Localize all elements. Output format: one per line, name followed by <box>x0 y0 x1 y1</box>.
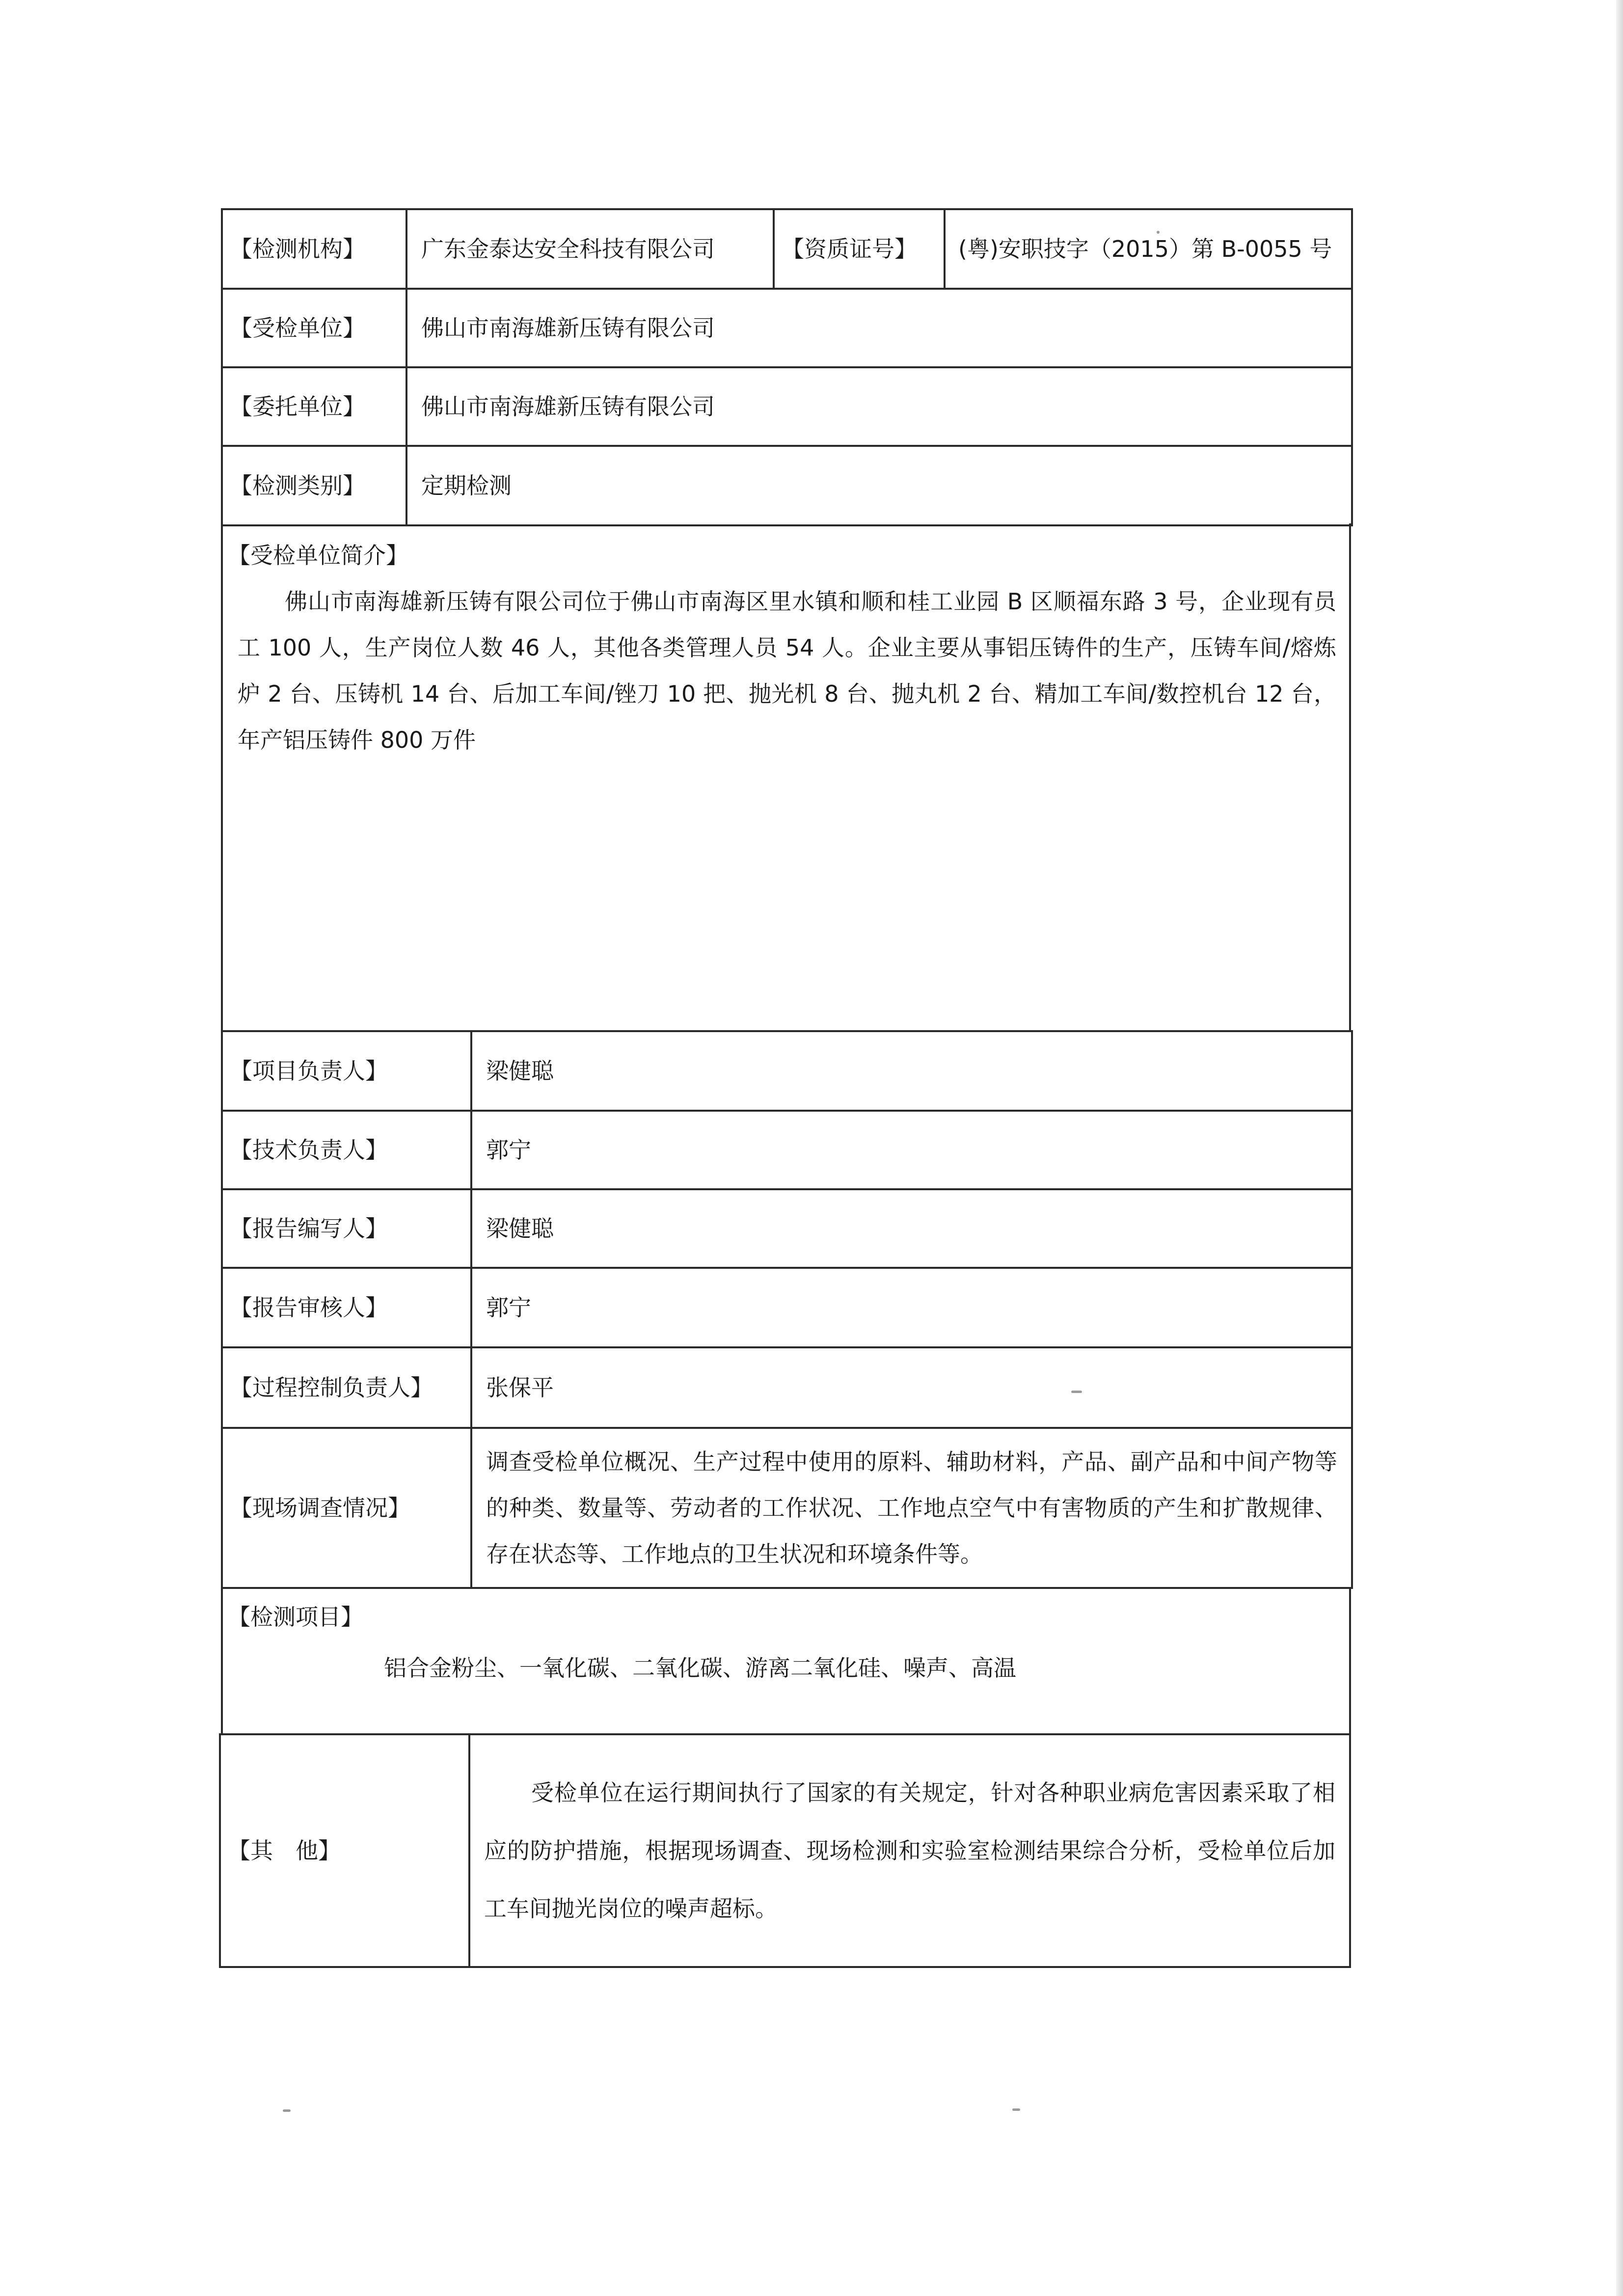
scan-speck <box>1071 1391 1082 1393</box>
writer-row <box>222 1189 1352 1268</box>
project-lead-label: 【项目负责人】 <box>222 1031 471 1111</box>
cert-label: 【资质证号】 <box>774 209 945 289</box>
survey-row <box>222 1428 1352 1588</box>
tech-lead-label: 【技术负责人】 <box>222 1111 471 1189</box>
reviewer-label: 【报告审核人】 <box>222 1268 471 1347</box>
client-row <box>222 367 1352 446</box>
cert-value: (粤)安职技字（2015）第 B-0055 号 <box>945 209 1352 289</box>
category-row <box>222 446 1352 525</box>
other-label: 【其 他】 <box>220 1734 469 1967</box>
inspected-label: 【受检单位】 <box>222 289 406 367</box>
other-table <box>219 1733 1351 1968</box>
intro-label: 【受检单位简介】 <box>228 542 408 569</box>
items-text: 铝合金粉尘、一氧化碳、二氧化碳、游离二氧化硅、噪声、高温 <box>384 1655 1016 1681</box>
writer-label: 【报告编写人】 <box>222 1189 471 1268</box>
agency-row <box>222 209 1352 289</box>
inspected-row <box>222 289 1352 367</box>
process-lead-value: 张保平 <box>471 1347 1352 1428</box>
project-lead-row <box>222 1031 1352 1111</box>
process-lead-label: 【过程控制负责人】 <box>222 1347 471 1428</box>
process-lead-row <box>222 1347 1352 1428</box>
reviewer-value: 郭宁 <box>471 1268 1352 1347</box>
scan-speck <box>1012 2108 1020 2111</box>
personnel-table <box>221 1030 1353 1589</box>
scan-speck <box>283 2109 291 2112</box>
other-text: 受检单位在运行期间执行了国家的有关规定，针对各种职业病危害因素采取了相应的防护措施，根据现场调查、现场检测和实验室检测结果综合分析，受检单位后加工车间抛光岗位的噪声超标。 <box>484 1779 1335 1922</box>
tech-lead-value: 郭宁 <box>471 1111 1352 1189</box>
inspected-value: 佛山市南海雄新压铸有限公司 <box>406 289 1352 367</box>
intro-text: 佛山市南海雄新压铸有限公司位于佛山市南海区里水镇和顺和桂工业园 B 区顺福东路 3 号，企业现有员工 100 人，生产岗位人数 46 人，其他各类管理人员 54 人。企业主要从事铝压铸件的生产，压铸车间/熔炼炉 2 台、压铸机 14 台、后加工车间/锉刀 10 把、抛光机 8 台、抛丸机 2 台、精加工车间/数控机台 12 台，年产铝压铸件 800 万件 <box>238 588 1336 753</box>
page-edge-shadow <box>1616 0 1623 2296</box>
client-label: 【委托单位】 <box>222 367 406 446</box>
header-table <box>221 208 1353 526</box>
agency-value: 广东金泰达安全科技有限公司 <box>406 209 774 289</box>
category-value: 定期检测 <box>406 446 1352 525</box>
agency-label: 【检测机构】 <box>222 209 406 289</box>
project-lead-value: 梁健聪 <box>471 1031 1352 1111</box>
scan-speck <box>1157 231 1160 234</box>
survey-text: 调查受检单位概况、生产过程中使用的原料、辅助材料，产品、副产品和中间产物等的种类、数量等、劳动者的工作状况、工作地点空气中有害物质的产生和扩散规律、存在状态等、工作地点的卫生状况和环境条件等。 <box>486 1449 1337 1567</box>
survey-label: 【现场调查情况】 <box>222 1428 471 1588</box>
items-label: 【检测项目】 <box>228 1604 363 1630</box>
other-row <box>220 1734 1350 1967</box>
client-value: 佛山市南海雄新压铸有限公司 <box>406 367 1352 446</box>
category-label: 【检测类别】 <box>222 446 406 525</box>
tech-lead-row <box>222 1111 1352 1189</box>
writer-value: 梁健聪 <box>471 1189 1352 1268</box>
reviewer-row <box>222 1268 1352 1347</box>
